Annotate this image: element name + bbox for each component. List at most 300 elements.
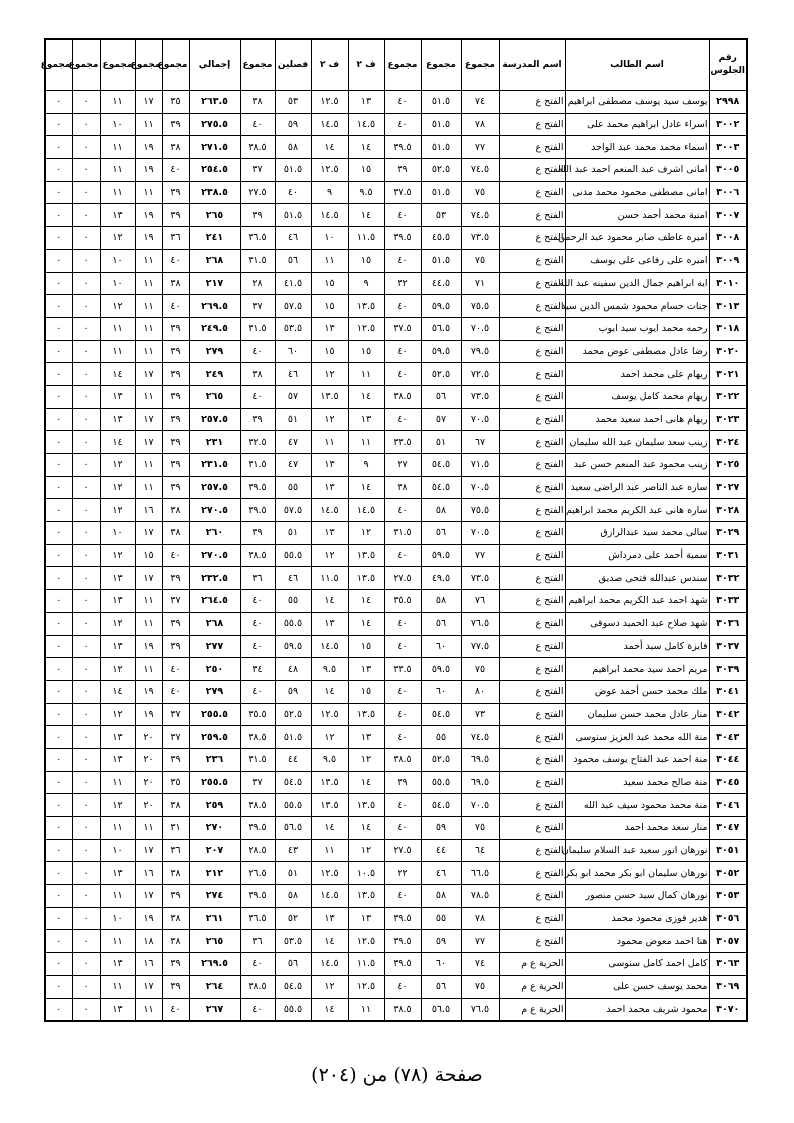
table-cell: ١١ bbox=[135, 385, 162, 408]
table-cell: منار عادل محمد حسن سليمان bbox=[565, 703, 709, 726]
table-cell: ١٠ bbox=[100, 113, 135, 136]
table-cell: ١٣.٥ bbox=[348, 295, 384, 318]
table-cell: ١٢.٥ bbox=[311, 703, 348, 726]
table-cell: ١٣.٥ bbox=[348, 703, 384, 726]
page-number: صفحة (٧٨) من (٢٠٤) bbox=[311, 1064, 483, 1086]
table-row bbox=[45, 544, 747, 567]
table-cell: ٥٥.٥ bbox=[275, 794, 311, 817]
table-cell: الفتح ع bbox=[499, 635, 565, 658]
table-cell: ٥٧ bbox=[421, 408, 461, 431]
table-cell: ١١ bbox=[100, 975, 135, 998]
table-cell: ٠ bbox=[72, 726, 100, 749]
table-cell: ٠ bbox=[45, 726, 72, 749]
table-cell: ٠ bbox=[72, 340, 100, 363]
table-cell: ٠ bbox=[45, 862, 72, 885]
table-cell: ٠ bbox=[45, 363, 72, 386]
table-cell: ٢٦.٥ bbox=[240, 862, 275, 885]
table-cell: ٣٠٣٧ bbox=[709, 635, 747, 658]
table-cell: ٣٩.٥ bbox=[240, 476, 275, 499]
table-cell: ٢٣٢.٥ bbox=[189, 567, 240, 590]
table-cell: ٠ bbox=[72, 794, 100, 817]
table-cell: الفتح ع bbox=[499, 839, 565, 862]
table-cell: ١٣ bbox=[100, 726, 135, 749]
table-row bbox=[45, 499, 747, 522]
table-cell: ١١ bbox=[100, 885, 135, 908]
table-cell: ١٢ bbox=[100, 794, 135, 817]
table-cell: ٢٧.٥ bbox=[384, 839, 421, 862]
table-row bbox=[45, 249, 747, 272]
table-cell: ٠ bbox=[45, 612, 72, 635]
table-cell: ٤٠ bbox=[384, 340, 421, 363]
table-row bbox=[45, 862, 747, 885]
table-cell: جنات حسام محمود شمس الدين سيد bbox=[565, 295, 709, 318]
table-cell: ١٠ bbox=[100, 522, 135, 545]
table-cell: ٥١.٥ bbox=[275, 204, 311, 227]
table-cell: ١٥ bbox=[311, 272, 348, 295]
table-cell: ٤٠ bbox=[384, 680, 421, 703]
table-cell: ٣١ bbox=[162, 817, 189, 840]
table-cell: سندس عبدالله فتحى صديق bbox=[565, 567, 709, 590]
table-cell: ٠ bbox=[72, 317, 100, 340]
table-cell: ٢٣١.٥ bbox=[189, 454, 240, 477]
table-cell: ٣٩.٥ bbox=[240, 885, 275, 908]
table-cell: ٣٨ bbox=[162, 499, 189, 522]
table-cell: ١٤ bbox=[348, 136, 384, 159]
table-cell: ٧٣ bbox=[461, 703, 499, 726]
table-cell: ٣٤ bbox=[240, 658, 275, 681]
table-cell: ١٣ bbox=[100, 408, 135, 431]
table-cell: ١٣ bbox=[311, 522, 348, 545]
table-cell: ٥٥.٥ bbox=[275, 998, 311, 1021]
table-cell: ٧٨.٥ bbox=[461, 885, 499, 908]
table-cell: ٥٤.٥ bbox=[421, 476, 461, 499]
table-cell: ٣٠٢٠ bbox=[709, 340, 747, 363]
table-cell: الفتح ع bbox=[499, 567, 565, 590]
table-cell: ١٣.٥ bbox=[348, 885, 384, 908]
table-cell: شهد صلاح عبد الحميد دسوقى bbox=[565, 612, 709, 635]
table-cell: ١٣ bbox=[311, 907, 348, 930]
table-cell: ٣٠٣٦ bbox=[709, 612, 747, 635]
table-cell: ٢٧.٥ bbox=[384, 567, 421, 590]
table-cell: ٢٥٧.٥ bbox=[189, 476, 240, 499]
table-cell: الفتح ع bbox=[499, 408, 565, 431]
table-cell: ٦٠ bbox=[275, 340, 311, 363]
table-cell: ٣٨.٥ bbox=[240, 726, 275, 749]
table-cell: ٠ bbox=[72, 181, 100, 204]
table-row bbox=[45, 476, 747, 499]
table-cell: ٠ bbox=[72, 476, 100, 499]
table-row bbox=[45, 930, 747, 953]
table-cell: ١٤.٥ bbox=[311, 635, 348, 658]
table-cell: ١١ bbox=[348, 363, 384, 386]
table-cell: ٧٤.٥ bbox=[461, 159, 499, 182]
table-cell: ١٣ bbox=[311, 612, 348, 635]
table-cell: ١١ bbox=[135, 272, 162, 295]
table-cell: ٣٨.٥ bbox=[384, 748, 421, 771]
table-cell: امانى مصطفى محمود محمد مدنى bbox=[565, 181, 709, 204]
table-cell: ٧٠.٥ bbox=[461, 794, 499, 817]
table-cell: ٠ bbox=[72, 136, 100, 159]
table-cell: ٣٠٥٢ bbox=[709, 862, 747, 885]
table-cell: مريم احمد سيد محمد ابراهيم bbox=[565, 658, 709, 681]
table-row bbox=[45, 181, 747, 204]
table-cell: ساره عبد الناصر عبد الراضى سعيد bbox=[565, 476, 709, 499]
table-cell: اسماء محمد محمد عبد الواحد bbox=[565, 136, 709, 159]
table-cell: ٠ bbox=[72, 635, 100, 658]
table-cell: ٣٩ bbox=[384, 771, 421, 794]
table-cell: ٣٠٦٩ bbox=[709, 975, 747, 998]
table-row bbox=[45, 317, 747, 340]
table-cell: ٤٠ bbox=[384, 363, 421, 386]
table-cell: ٣٥.٥ bbox=[240, 703, 275, 726]
table-cell: ٠ bbox=[72, 454, 100, 477]
table-cell: ١١ bbox=[135, 476, 162, 499]
table-cell: ٤٩.٥ bbox=[421, 567, 461, 590]
table-cell: ٣٧ bbox=[162, 726, 189, 749]
table-cell: ٣٩ bbox=[162, 476, 189, 499]
table-row bbox=[45, 159, 747, 182]
table-cell: ٠ bbox=[45, 930, 72, 953]
table-cell: ٣٠٤٥ bbox=[709, 771, 747, 794]
table-cell: ٧٥ bbox=[461, 817, 499, 840]
table-cell: ١٣ bbox=[100, 635, 135, 658]
table-cell: ١٢ bbox=[100, 612, 135, 635]
table-cell: ١٩ bbox=[135, 635, 162, 658]
table-cell: ٠ bbox=[45, 295, 72, 318]
table-cell: ٢٦٥ bbox=[189, 204, 240, 227]
table-cell: ٤٠ bbox=[384, 544, 421, 567]
table-cell: ٠ bbox=[72, 680, 100, 703]
table-cell: ٢١٧ bbox=[189, 272, 240, 295]
table-cell: ٣٧ bbox=[240, 771, 275, 794]
table-cell: ٠ bbox=[72, 522, 100, 545]
table-cell: ٣٨.٥ bbox=[384, 385, 421, 408]
column-header: مجموع bbox=[162, 39, 189, 91]
table-cell: ٣٩ bbox=[162, 181, 189, 204]
table-cell: الفتح ع bbox=[499, 476, 565, 499]
table-cell: ٣٠١٠ bbox=[709, 272, 747, 295]
table-cell: الفتح ع bbox=[499, 385, 565, 408]
table-cell: ٢٣١ bbox=[189, 431, 240, 454]
table-cell: رحمه محمد ايوب سيد ايوب bbox=[565, 317, 709, 340]
table-cell: ساره هانى عبد الكريم محمد ابراهيم bbox=[565, 499, 709, 522]
table-cell: الحرية ع م bbox=[499, 998, 565, 1021]
table-cell: ١٥ bbox=[348, 635, 384, 658]
table-cell: ١٢ bbox=[100, 227, 135, 250]
table-cell: ٠ bbox=[72, 862, 100, 885]
table-cell: الفتح ع bbox=[499, 862, 565, 885]
table-cell: ٩.٥ bbox=[311, 658, 348, 681]
column-header: إجمالي bbox=[189, 39, 240, 91]
table-cell: ٤٠ bbox=[384, 635, 421, 658]
table-cell: الفتح ع bbox=[499, 227, 565, 250]
table-cell: ١٣ bbox=[348, 658, 384, 681]
table-cell: الفتح ع bbox=[499, 703, 565, 726]
table-row bbox=[45, 385, 747, 408]
table-cell: ٧٥ bbox=[461, 181, 499, 204]
table-cell: ٣٩ bbox=[162, 454, 189, 477]
table-cell: ٧٣.٥ bbox=[461, 227, 499, 250]
table-cell: ٤٠ bbox=[162, 680, 189, 703]
table-cell: منة صالح محمد سعيد bbox=[565, 771, 709, 794]
table-cell: ١٢.٥ bbox=[348, 975, 384, 998]
table-cell: الفتح ع bbox=[499, 317, 565, 340]
table-cell: ٢٧٥.٥ bbox=[189, 113, 240, 136]
table-cell: ٥٥ bbox=[275, 590, 311, 613]
column-header: اسم الطالب bbox=[565, 39, 709, 91]
table-cell: ١٣.٥ bbox=[348, 544, 384, 567]
table-cell: ١٢ bbox=[348, 839, 384, 862]
table-cell: ٤٠ bbox=[384, 408, 421, 431]
table-cell: ٣٩.٥ bbox=[384, 136, 421, 159]
table-cell: ٤٤ bbox=[275, 748, 311, 771]
table-cell: ٠ bbox=[45, 748, 72, 771]
table-row bbox=[45, 272, 747, 295]
table-cell: ٥١ bbox=[421, 431, 461, 454]
table-cell: ٣١.٥ bbox=[384, 522, 421, 545]
table-cell: هنا احمد معوض محمود bbox=[565, 930, 709, 953]
table-cell: ٤٠ bbox=[162, 249, 189, 272]
table-cell: ١٣ bbox=[100, 204, 135, 227]
table-cell: ١٠ bbox=[311, 227, 348, 250]
table-cell: ٥٨ bbox=[275, 885, 311, 908]
table-cell: ٢٠ bbox=[135, 794, 162, 817]
table-cell: نورهان كمال سيد حسن منصور bbox=[565, 885, 709, 908]
table-cell: ٢٤١ bbox=[189, 227, 240, 250]
table-cell: ٥١ bbox=[275, 522, 311, 545]
table-cell: ١٠ bbox=[100, 272, 135, 295]
table-cell: ٢٧٤ bbox=[189, 885, 240, 908]
table-cell: ١٢ bbox=[311, 408, 348, 431]
table-cell: ٥٩ bbox=[421, 817, 461, 840]
table-cell: ٣٠٣٣ bbox=[709, 590, 747, 613]
table-cell: ٣٩ bbox=[162, 567, 189, 590]
table-cell: ٧٧.٥ bbox=[461, 635, 499, 658]
table-cell: الفتح ع bbox=[499, 136, 565, 159]
table-cell: ٠ bbox=[45, 431, 72, 454]
table-cell: ١٢ bbox=[100, 703, 135, 726]
table-cell: ٣٠٢٨ bbox=[709, 499, 747, 522]
table-cell: ٣٨.٥ bbox=[240, 794, 275, 817]
table-cell: ٠ bbox=[72, 590, 100, 613]
table-cell: ١٤ bbox=[311, 998, 348, 1021]
table-cell: ٣٠٠٦ bbox=[709, 181, 747, 204]
table-cell: ٥٥ bbox=[421, 726, 461, 749]
table-cell: ٢٧١.٥ bbox=[189, 136, 240, 159]
table-cell: ١٣ bbox=[311, 454, 348, 477]
table-cell: ٣٠٥٦ bbox=[709, 907, 747, 930]
table-cell: ١٤.٥ bbox=[311, 113, 348, 136]
table-cell: ٣٨ bbox=[240, 91, 275, 114]
table-cell: زينب محمود عبد المنعم حسن عبد bbox=[565, 454, 709, 477]
table-cell: ١٤.٥ bbox=[311, 204, 348, 227]
table-cell: ٥١.٥ bbox=[421, 113, 461, 136]
table-cell: الفتح ع bbox=[499, 612, 565, 635]
column-header: فصلين bbox=[275, 39, 311, 91]
table-cell: ٣٩ bbox=[162, 953, 189, 976]
table-cell: ٤٤.٥ bbox=[421, 272, 461, 295]
table-cell: ٣٨ bbox=[162, 930, 189, 953]
table-cell: ٣٩.٥ bbox=[240, 817, 275, 840]
table-cell: ٣٠٣١ bbox=[709, 544, 747, 567]
table-cell: ٠ bbox=[45, 181, 72, 204]
table-cell: ٢٥٠ bbox=[189, 658, 240, 681]
table-cell: ٤٠ bbox=[240, 612, 275, 635]
table-cell: ٣٨ bbox=[162, 862, 189, 885]
table-cell: ٣٩ bbox=[162, 975, 189, 998]
table-cell: ريهام هانى احمد سعيد محمد bbox=[565, 408, 709, 431]
table-cell: محمد يوسف حسن على bbox=[565, 975, 709, 998]
table-cell: ١١ bbox=[100, 930, 135, 953]
table-cell: ٣٩ bbox=[162, 612, 189, 635]
table-cell: ٠ bbox=[72, 499, 100, 522]
table-row bbox=[45, 113, 747, 136]
table-cell: ٣٠٠٨ bbox=[709, 227, 747, 250]
table-cell: ٢٦٩.٥ bbox=[189, 295, 240, 318]
table-cell: ١١ bbox=[100, 817, 135, 840]
table-cell: ٥٩ bbox=[275, 680, 311, 703]
table-cell: ٠ bbox=[72, 885, 100, 908]
table-cell: ٣٦.٥ bbox=[240, 907, 275, 930]
table-cell: ٥١.٥ bbox=[421, 136, 461, 159]
table-cell: ٣٦ bbox=[162, 839, 189, 862]
table-cell: ٩ bbox=[348, 454, 384, 477]
table-cell: الفتح ع bbox=[499, 249, 565, 272]
table-cell: ١١ bbox=[135, 317, 162, 340]
table-cell: ٠ bbox=[45, 839, 72, 862]
table-cell: ٥٩.٥ bbox=[421, 544, 461, 567]
table-cell: ٠ bbox=[72, 295, 100, 318]
table-cell: ١٢ bbox=[311, 726, 348, 749]
table-cell: محمود شريف محمد احمد bbox=[565, 998, 709, 1021]
table-cell: ١٢.٥ bbox=[348, 317, 384, 340]
table-cell: ٦٩.٥ bbox=[461, 748, 499, 771]
table-cell: ٠ bbox=[72, 227, 100, 250]
table-cell: ٤٠ bbox=[384, 499, 421, 522]
table-cell: ٠ bbox=[45, 817, 72, 840]
table-cell: ٠ bbox=[45, 249, 72, 272]
table-cell: ٢٠٧ bbox=[189, 839, 240, 862]
table-cell: ١٣ bbox=[311, 476, 348, 499]
table-cell: ٣٥.٥ bbox=[384, 590, 421, 613]
table-cell: ٥٦ bbox=[421, 975, 461, 998]
table-cell: ٢٦٨ bbox=[189, 612, 240, 635]
table-cell: امنية محمد أحمد حسن bbox=[565, 204, 709, 227]
table-cell: ٣٠٤٢ bbox=[709, 703, 747, 726]
table-cell: ٥٣.٥ bbox=[275, 317, 311, 340]
table-cell: زينب سعد سليمان عبد الله سليمان bbox=[565, 431, 709, 454]
table-cell: الفتح ع bbox=[499, 522, 565, 545]
table-cell: ٧٨ bbox=[461, 907, 499, 930]
table-cell: ١٠.٥ bbox=[348, 862, 384, 885]
table-cell: ٥٣ bbox=[421, 204, 461, 227]
table-cell: ١٣ bbox=[100, 590, 135, 613]
table-cell: ١٤ bbox=[348, 476, 384, 499]
table-cell: ٧٢.٥ bbox=[461, 363, 499, 386]
table-cell: ٤٨ bbox=[275, 658, 311, 681]
table-row bbox=[45, 771, 747, 794]
table-cell: ١٥ bbox=[348, 249, 384, 272]
table-cell: ١٠ bbox=[100, 249, 135, 272]
table-cell: الحرية ع م bbox=[499, 953, 565, 976]
table-cell: ٤٠ bbox=[384, 975, 421, 998]
table-cell: ٣١.٥ bbox=[240, 748, 275, 771]
table-cell: ٣٠٤٤ bbox=[709, 748, 747, 771]
table-cell: ٣٩ bbox=[162, 385, 189, 408]
table-cell: ٢٨ bbox=[240, 272, 275, 295]
table-cell: ٣٦ bbox=[162, 227, 189, 250]
table-cell: ٠ bbox=[45, 272, 72, 295]
table-cell: ٣٠٣٩ bbox=[709, 658, 747, 681]
table-cell: ١٧ bbox=[135, 408, 162, 431]
table-cell: ٠ bbox=[45, 91, 72, 114]
table-cell: ١٤ bbox=[311, 930, 348, 953]
table-cell: ٧١ bbox=[461, 272, 499, 295]
table-cell: ٠ bbox=[72, 975, 100, 998]
table-cell: ٣٩ bbox=[162, 340, 189, 363]
table-cell: ٥١.٥ bbox=[421, 249, 461, 272]
table-cell: ١٥ bbox=[348, 340, 384, 363]
table-cell: ٤٤ bbox=[421, 839, 461, 862]
table-cell: ٢٧ bbox=[384, 454, 421, 477]
table-cell: ٧٤.٥ bbox=[461, 726, 499, 749]
table-cell: ٤٠ bbox=[162, 159, 189, 182]
table-cell: ٠ bbox=[45, 635, 72, 658]
table-cell: ٣٠٠٢ bbox=[709, 113, 747, 136]
table-cell: ٢٩٩٨ bbox=[709, 91, 747, 114]
table-cell: ٠ bbox=[72, 998, 100, 1021]
table-cell: ٣٠٢٤ bbox=[709, 431, 747, 454]
table-cell: ١٦ bbox=[135, 499, 162, 522]
table-cell: ٣٠٦٣ bbox=[709, 953, 747, 976]
table-cell: ٥٤.٥ bbox=[421, 703, 461, 726]
table-cell: ٤٠ bbox=[384, 91, 421, 114]
table-cell: ١٣.٥ bbox=[311, 385, 348, 408]
table-cell: ٧٣.٥ bbox=[461, 567, 499, 590]
table-cell: ٠ bbox=[45, 658, 72, 681]
table-cell: الحرية ع م bbox=[499, 975, 565, 998]
table-cell: ١٠ bbox=[100, 839, 135, 862]
table-row bbox=[45, 522, 747, 545]
table-row bbox=[45, 703, 747, 726]
table-cell: منة احمد عبد الفتاح يوسف محمود bbox=[565, 748, 709, 771]
table-cell: ٢٥٤.٥ bbox=[189, 159, 240, 182]
table-cell: ١٤.٥ bbox=[348, 113, 384, 136]
table-row bbox=[45, 635, 747, 658]
table-cell: ٣٩ bbox=[162, 408, 189, 431]
table-cell: ٣٠٧٠ bbox=[709, 998, 747, 1021]
table-cell: ٢٧٩ bbox=[189, 340, 240, 363]
table-cell: ٠ bbox=[45, 544, 72, 567]
table-cell: ٤٧ bbox=[275, 454, 311, 477]
table-cell: ١١ bbox=[100, 771, 135, 794]
table-cell: ١٣ bbox=[100, 953, 135, 976]
table-cell: ٥٤.٥ bbox=[421, 454, 461, 477]
column-header: اسم المدرسة bbox=[499, 39, 565, 91]
column-header: ف ٢ bbox=[348, 39, 384, 91]
table-cell: ٤٠ bbox=[384, 726, 421, 749]
table-cell: ٧٦.٥ bbox=[461, 612, 499, 635]
table-cell: ٤٠ bbox=[240, 680, 275, 703]
table-cell: ١٢ bbox=[311, 363, 348, 386]
table-cell: ١٤ bbox=[100, 363, 135, 386]
table-cell: ٥٨ bbox=[421, 590, 461, 613]
table-row bbox=[45, 408, 747, 431]
table-cell: ٢١٢ bbox=[189, 862, 240, 885]
table-cell: ٣٠٥٧ bbox=[709, 930, 747, 953]
table-cell: ٢٧٧ bbox=[189, 635, 240, 658]
table-cell: الفتح ع bbox=[499, 363, 565, 386]
